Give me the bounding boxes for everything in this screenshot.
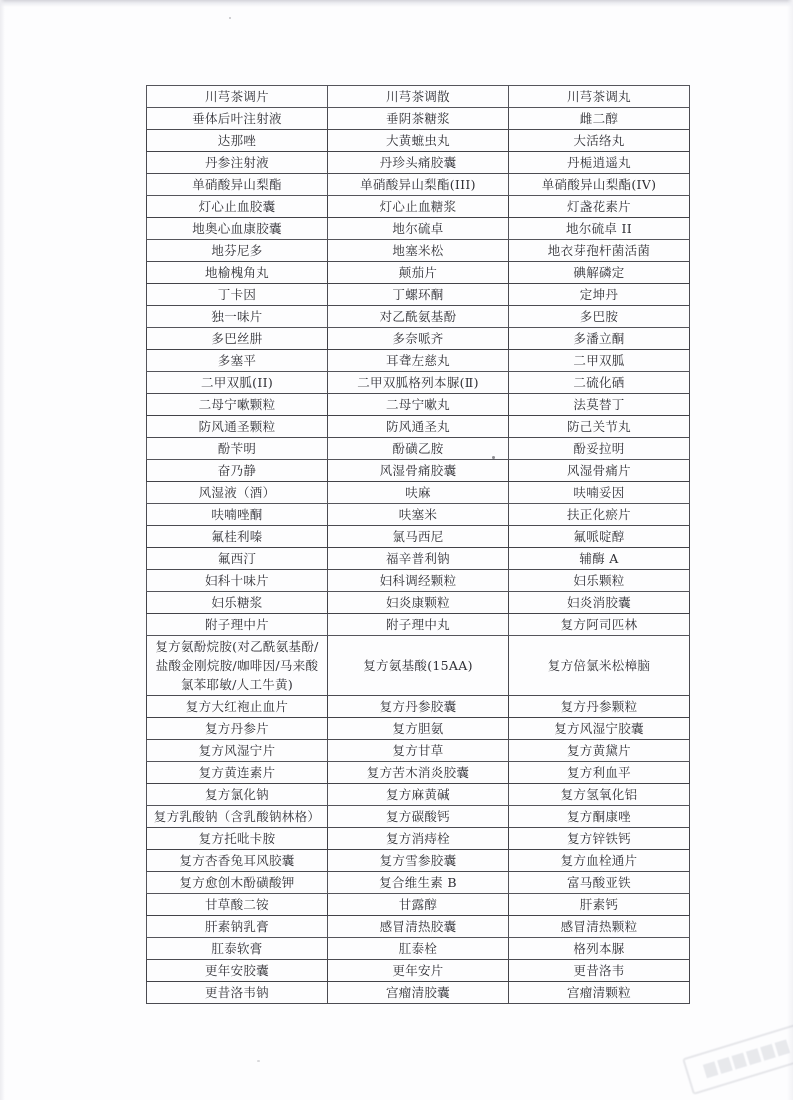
table-cell: 二甲双胍格列本脲(Ⅱ) — [328, 372, 509, 394]
table-cell: 甘草酸二铵 — [147, 894, 328, 916]
table-cell: 复方麻黄碱 — [328, 784, 509, 806]
table-cell: 丁螺环酮 — [328, 284, 509, 306]
table-cell: 妇乐糖浆 — [147, 592, 328, 614]
table-cell: 复方黄黛片 — [509, 740, 690, 762]
table-cell: 附子理中丸 — [328, 614, 509, 636]
table-cell: 地尔硫卓 — [328, 218, 509, 240]
table-cell: 复方托吡卡胺 — [147, 828, 328, 850]
table-row — [147, 850, 690, 872]
table-row — [147, 394, 690, 416]
table-cell: 防风通圣颗粒 — [147, 416, 328, 438]
table-cell: 复方苦木消炎胶囊 — [328, 762, 509, 784]
table-cell: 更年安胶囊 — [147, 960, 328, 982]
table-cell: 肝素钙 — [509, 894, 690, 916]
table-cell: 复方丹参颗粒 — [509, 696, 690, 718]
table-cell: 更昔洛韦 — [509, 960, 690, 982]
table-row — [147, 482, 690, 504]
table-cell: 防风通圣丸 — [328, 416, 509, 438]
table-cell: 氟哌啶醇 — [509, 526, 690, 548]
table-cell: 单硝酸异山梨酯 — [147, 174, 328, 196]
table-cell: 更昔洛韦钠 — [147, 982, 328, 1004]
table-cell: 复方倍氯米松樟脑 — [509, 636, 690, 696]
table-cell: 单硝酸异山梨酯(IV) — [509, 174, 690, 196]
table-cell: 复方风湿宁胶囊 — [509, 718, 690, 740]
table-cell: 复方黄连素片 — [147, 762, 328, 784]
table-cell: 氟西汀 — [147, 548, 328, 570]
table-row — [147, 784, 690, 806]
table-cell: 复方碳酸钙 — [328, 806, 509, 828]
table-cell: 复方丹参片 — [147, 718, 328, 740]
table-cell: 复方氯化钠 — [147, 784, 328, 806]
table-cell: 宫瘤清颗粒 — [509, 982, 690, 1004]
table-cell: 大活络丸 — [509, 130, 690, 152]
table-cell: 妇炎消胶囊 — [509, 592, 690, 614]
table-cell: 妇科十味片 — [147, 570, 328, 592]
table-cell: 呋喃唑酮 — [147, 504, 328, 526]
table-row — [147, 828, 690, 850]
table-cell: 二甲双胍 — [509, 350, 690, 372]
table-row — [147, 806, 690, 828]
table-cell: 地塞米松 — [328, 240, 509, 262]
drug-table-body — [147, 86, 690, 1004]
table-cell: 肛泰栓 — [328, 938, 509, 960]
table-cell: 丹栀逍遥丸 — [509, 152, 690, 174]
table-row — [147, 284, 690, 306]
table-row — [147, 938, 690, 960]
table-cell: 感冒清热胶囊 — [328, 916, 509, 938]
table-cell: 妇炎康颗粒 — [328, 592, 509, 614]
table-row — [147, 570, 690, 592]
table-row — [147, 592, 690, 614]
table-cell: 酚苄明 — [147, 438, 328, 460]
table-cell: 复方雪参胶囊 — [328, 850, 509, 872]
table-row — [147, 916, 690, 938]
table-row — [147, 240, 690, 262]
table-cell: 川芎茶调片 — [147, 86, 328, 108]
table-cell: 多潘立酮 — [509, 328, 690, 350]
table-cell: 酚磺乙胺 — [328, 438, 509, 460]
table-cell: 复方锌铁钙 — [509, 828, 690, 850]
table-row — [147, 894, 690, 916]
table-cell: 复方丹参胶囊 — [328, 696, 509, 718]
table-cell: 肛泰软膏 — [147, 938, 328, 960]
table-cell: 颠茄片 — [328, 262, 509, 284]
table-cell: 单硝酸异山梨酯(III) — [328, 174, 509, 196]
table-cell: 富马酸亚铁 — [509, 872, 690, 894]
table-cell: 复合维生素 B — [328, 872, 509, 894]
table-cell: 格列本脲 — [509, 938, 690, 960]
table-cell: 灯心止血胶囊 — [147, 196, 328, 218]
table-row — [147, 504, 690, 526]
table-row — [147, 108, 690, 130]
faint-stamp-watermark — [682, 1023, 793, 1095]
table-row — [147, 86, 690, 108]
table-row — [147, 982, 690, 1004]
table-cell: 丹珍头痛胶囊 — [328, 152, 509, 174]
table-cell: 复方氨酚烷胺(对乙酰氨基酚/盐酸金刚烷胺/咖啡因/马来酸氯苯耶敏/人工牛黄) — [147, 636, 328, 696]
table-cell: 地尔硫卓 II — [509, 218, 690, 240]
drug-list-table — [146, 85, 690, 1004]
table-cell: 地芬尼多 — [147, 240, 328, 262]
table-cell: 大黄蟅虫丸 — [328, 130, 509, 152]
table-row — [147, 372, 690, 394]
table-cell: 氯马西尼 — [328, 526, 509, 548]
table-cell: 复方酮康唑 — [509, 806, 690, 828]
table-cell: 二硫化硒 — [509, 372, 690, 394]
table-cell: 法莫替丁 — [509, 394, 690, 416]
table-cell: 福辛普利钠 — [328, 548, 509, 570]
table-row — [147, 218, 690, 240]
table-cell: 氟桂利嗪 — [147, 526, 328, 548]
table-cell: 多巴胺 — [509, 306, 690, 328]
table-cell: 川芎茶调散 — [328, 86, 509, 108]
table-cell: 复方甘草 — [328, 740, 509, 762]
table-cell: 地奥心血康胶囊 — [147, 218, 328, 240]
table-cell: 复方大红袍止血片 — [147, 696, 328, 718]
table-cell: 肝素钠乳膏 — [147, 916, 328, 938]
table-cell: 辅酶 A — [509, 548, 690, 570]
table-cell: 风湿骨痛胶囊 — [328, 460, 509, 482]
table-cell: 川芎茶调丸 — [509, 86, 690, 108]
table-cell: 复方利血平 — [509, 762, 690, 784]
table-row — [147, 696, 690, 718]
table-cell: 妇科调经颗粒 — [328, 570, 509, 592]
table-cell: 感冒清热颗粒 — [509, 916, 690, 938]
table-cell: 复方乳酸钠（含乳酸钠林格） — [147, 806, 328, 828]
table-cell: 复方风湿宁片 — [147, 740, 328, 762]
table-row — [147, 328, 690, 350]
table-cell: 对乙酰氨基酚 — [328, 306, 509, 328]
table-row — [147, 636, 690, 696]
table-row — [147, 174, 690, 196]
table-row — [147, 548, 690, 570]
table-cell: 达那唑 — [147, 130, 328, 152]
table-cell: 丹参注射液 — [147, 152, 328, 174]
table-row — [147, 306, 690, 328]
table-cell: 多巴丝肼 — [147, 328, 328, 350]
table-cell: 碘解磷定 — [509, 262, 690, 284]
table-cell: 二母宁嗽丸 — [328, 394, 509, 416]
table-row — [147, 526, 690, 548]
table-row — [147, 262, 690, 284]
table-cell: 垂阴茶糖浆 — [328, 108, 509, 130]
table-cell: 风湿液（酒） — [147, 482, 328, 504]
table-row — [147, 130, 690, 152]
table-cell: 复方愈创木酚磺酸钾 — [147, 872, 328, 894]
table-cell: 奋乃静 — [147, 460, 328, 482]
table-cell: 多塞平 — [147, 350, 328, 372]
table-cell: 定坤丹 — [509, 284, 690, 306]
table-cell: 更年安片 — [328, 960, 509, 982]
table-cell: 呋喃妥因 — [509, 482, 690, 504]
table-cell: 二甲双胍(II) — [147, 372, 328, 394]
table-row — [147, 196, 690, 218]
table-row — [147, 152, 690, 174]
table-cell: 地衣芽孢杆菌活菌 — [509, 240, 690, 262]
table-cell: 呋塞米 — [328, 504, 509, 526]
table-cell: 防己关节丸 — [509, 416, 690, 438]
table-cell: 呋麻 — [328, 482, 509, 504]
table-row — [147, 350, 690, 372]
table-cell: 风湿骨痛片 — [509, 460, 690, 482]
table-row — [147, 416, 690, 438]
scan-speck — [492, 456, 495, 459]
table-cell: 甘露醇 — [328, 894, 509, 916]
table-cell: 灯心止血糖浆 — [328, 196, 509, 218]
table-row — [147, 740, 690, 762]
scan-speck — [257, 1060, 260, 1062]
table-cell: 地榆槐角丸 — [147, 262, 328, 284]
table-cell: 雌二醇 — [509, 108, 690, 130]
table-row — [147, 614, 690, 636]
table-cell: 酚妥拉明 — [509, 438, 690, 460]
table-row — [147, 460, 690, 482]
table-row — [147, 718, 690, 740]
table-cell: 附子理中片 — [147, 614, 328, 636]
scan-speck — [229, 17, 231, 19]
table-cell: 丁卡因 — [147, 284, 328, 306]
table-row — [147, 872, 690, 894]
scan-edge-shadow-top — [0, 0, 793, 7]
table-cell: 复方氢氧化铝 — [509, 784, 690, 806]
table-cell: 灯盏花素片 — [509, 196, 690, 218]
table-cell: 二母宁嗽颗粒 — [147, 394, 328, 416]
table-row — [147, 438, 690, 460]
table-row — [147, 762, 690, 784]
table-cell: 耳聋左慈丸 — [328, 350, 509, 372]
table-cell: 复方杏香兔耳风胶囊 — [147, 850, 328, 872]
table-cell: 独一味片 — [147, 306, 328, 328]
table-cell: 复方消痔栓 — [328, 828, 509, 850]
scan-edge-shadow-right — [787, 0, 793, 1100]
table-cell: 复方氨基酸(15AA) — [328, 636, 509, 696]
table-cell: 垂体后叶注射液 — [147, 108, 328, 130]
table-cell: 复方胆氨 — [328, 718, 509, 740]
table-cell: 扶正化瘀片 — [509, 504, 690, 526]
table-row — [147, 960, 690, 982]
scan-edge-shadow-left — [0, 0, 5, 1100]
table-cell: 多奈哌齐 — [328, 328, 509, 350]
table-cell: 宫瘤清胶囊 — [328, 982, 509, 1004]
table-cell: 复方血栓通片 — [509, 850, 690, 872]
table-cell: 妇乐颗粒 — [509, 570, 690, 592]
table-cell: 复方阿司匹林 — [509, 614, 690, 636]
